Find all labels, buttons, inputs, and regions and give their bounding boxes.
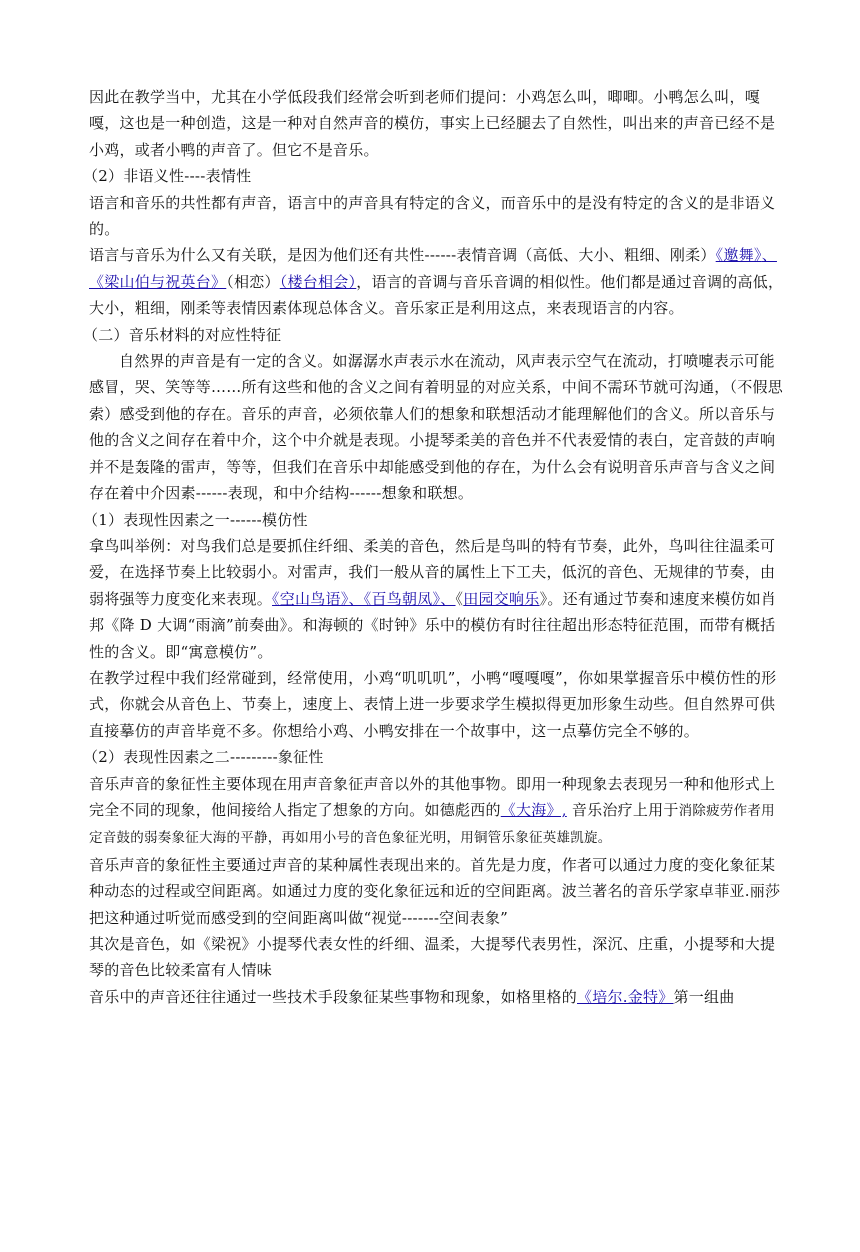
paragraph-language-music-commonality: 语言和音乐的共性都有声音，语言中的声音具有特定的含义，而音乐中的是没有特定的含义的是非语义的。 [89,193,776,239]
heading-correspondence-features: （二）音乐材料的对应性特征 [83,325,282,344]
text-segment-small: 消除疲劳作者用定音鼓的弱奏象征大海的平静，再如用小号的音色象征光明，用铜管乐象征英雄凯旋。 [89,802,775,847]
link-butterfly-lovers[interactable]: 、《梁山伯与祝英台》 [89,246,777,291]
heading-imitation: （1）表现性因素之一------模仿性 [83,510,308,529]
text-segment: 音乐治疗上用于 [566,800,679,819]
text-segment: 语言与音乐为什么又有关联，是因为他们还有共性------表情音调（高低、大小、粗细、刚柔） [89,246,716,265]
paragraph-imitation-children: 因此在教学当中，尤其在小学低段我们经常会听到老师们提问：小鸡怎么叫，唧唧。小鸭怎么叫，嘎嘎，这也是一种创造，这是一种对自然声音的模仿，事实上已经腿去了自然性，叫出来的声音已经不是小鸡，或者小鸭的声音了。但它不是音乐。 [89,88,776,159]
text-segment: 音乐声音的象征性主要体现在用声音象征声音以外的其他事物。即用一种现象去表现另一种和他形式上完全不同的现象，他间接给人指定了想象的方向。如德彪西的 [89,774,776,819]
heading-symbolism: （2）表现性因素之二---------象征性 [83,748,324,767]
text-segment: 拿鸟叫举例：对鸟我们总是要抓住纤细、柔美的音色，然后是鸟叫的特有节奏，此外，鸟叫往往温柔可爱，在选择节奏上比较弱小。对雷声，我们一般从音的属性上下工夫，低沉的音色、无规律的节奏，由弱将强等力度变化来表现。 [89,536,776,608]
text-segment: （相恋） [226,272,280,291]
link-bird-songs[interactable]: 《空山鸟语》、《百鸟朝凤》、 [272,589,456,608]
paragraph-dynamics: 音乐声音的象征性主要通过声音的某种属性表现出来的。首先是力度，作者可以通过力度的变化象征某种动态的过程或空间距离。如通过力度的变化象征远和近的空间距离。波兰著名的音乐学家卓菲亚.丽莎把这种通过听觉而感受到的空间距离叫做“视觉-------空间表象” [89,855,781,927]
paragraph-teaching-imitation: 在教学过程中我们经常碰到，经常使用，小鸡“叽叽叽”，小鸭“嘎嘎嘎”，你如果掌握音乐中模仿性的形式，你就会从音色上、节奏上，速度上、表情上进一步要求学生模拟得更加形象生动些。但自然界可供直接摹仿的声音毕竟不多。你想给小鸡、小鸭安排在一个故事中，这一点摹仿完全不够的。 [89,668,777,740]
heading-non-semantic: （2）非语义性----表情性 [83,167,252,186]
text-segment: 》。还有通过节奏和速度来模仿如肖邦《降 D 大调“雨滴”前奏曲》。和海顿的《时钟》乐中的模仿有时往往超出形态特征范围，而带有概括性的含义。即“寓意模仿”。 [89,589,777,661]
paragraph-symbolism-intro [89,771,788,852]
text-segment: ，语言的音调与音乐音调的相似性。他们都是通过音调的高低，大小，粗细，刚柔等表情因素体现总体含义。音乐家正是利用这点，来表现语言的内容。 [89,272,784,318]
paragraph-timbre: 其次是音色，如《梁祝》小提琴代表女性的纤细、温柔，大提琴代表男性，深沉、庄重，小提琴和大提琴的音色比较柔富有人情味 [89,935,776,980]
link-balcony-meeting[interactable]: （楼台相会） [279,272,357,291]
paragraph-bird-example [89,533,788,665]
link-peer-gynt[interactable]: 《培尔.金特》 [577,987,674,1006]
paragraph-natural-sounds: 自然界的声音是有一定的含义。如潺潺水声表示水在流动，风声表示空气在流动，打喷嚏表示可能感冒，哭、笑等等……所有这些和他的含义之间有着明显的对应关系，中间不需环节就可沟通，（不假思索）感受到他的存在。音乐的声音，必须依靠人们的想象和联想活动才能理解他们的含义。所以音乐与他的含义之间存在着中介，这个中介就是表现。小提琴柔美的音色并不代表爱情的表白，定音鼓的声响并不是轰隆的雷声，等等，但我们在音乐中却能感受到他的存在，为什么会有说明音乐声音与含义之间存在着中介因素------表现，和中介结构------想象和联想。 [89,352,784,503]
link-la-mer[interactable]: 《大海》, [500,800,567,819]
text-segment: 《 [455,589,464,608]
link-invitation-to-dance[interactable]: 《邀舞》 [715,246,762,265]
text-segment: 第一组曲 [673,987,735,1006]
paragraph-expressive-intonation [89,242,788,321]
link-pastoral-symphony[interactable]: 田园交响乐 [463,589,540,608]
paragraph-technical-means [89,984,788,1010]
text-segment: 音乐中的声音还往往通过一些技术手段象征某些事物和现象，如格里格的 [89,987,578,1006]
